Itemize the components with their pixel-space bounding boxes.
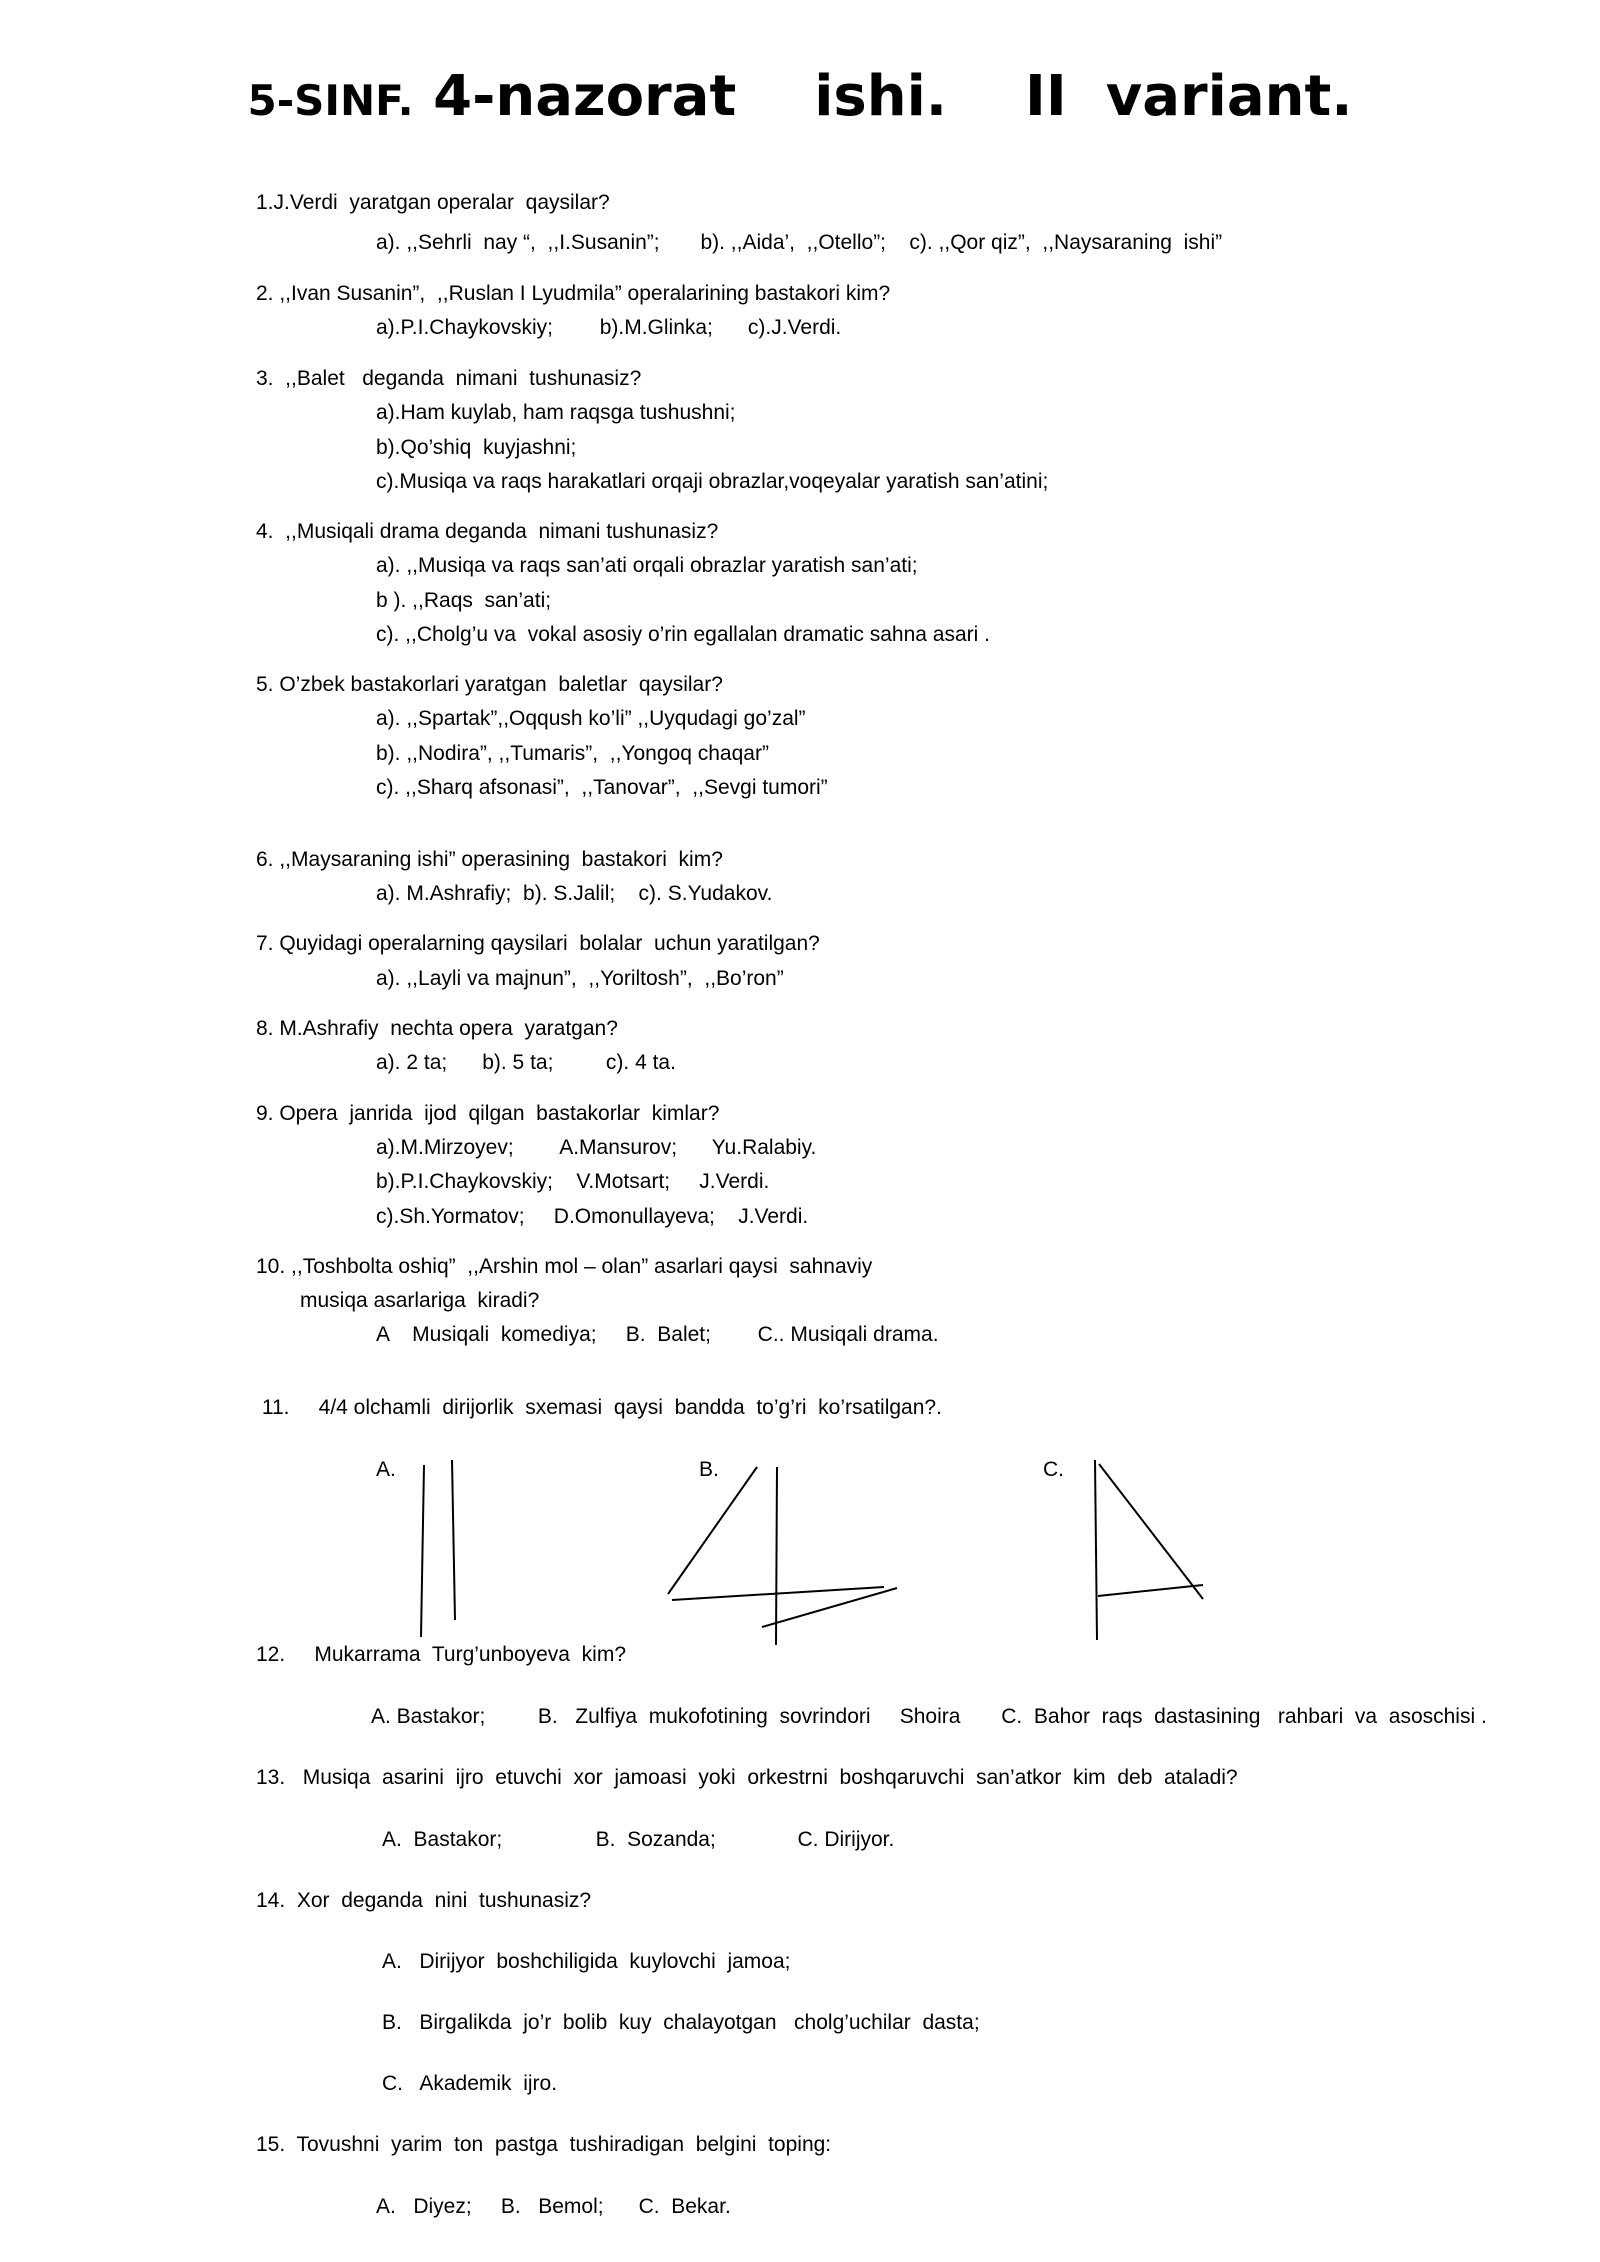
question-9-option-a: a).M.Mirzoyev; A.Mansurov; Yu.Ralabiy. [376, 1136, 817, 1159]
question-3-text: 3. ,,Balet deganda nimani tushunasiz? [256, 367, 642, 390]
question-10-option-line: A Musiqali komediya; B. Balet; C.. Musiqali drama. [376, 1323, 939, 1346]
conducting-scheme-a [421, 1460, 455, 1637]
question-8-option-line: a). 2 ta; b). 5 ta; c). 4 ta. [376, 1051, 676, 1074]
question-9-option-b: b).P.I.Chaykovskiy; V.Motsart; J.Verdi. [376, 1170, 770, 1193]
question-11-text: 11. 4/4 olchamli dirijorlik sxemasi qaysi bandda to’g’ri ko’rsatilgan?. [256, 1396, 942, 1419]
question-15-text: 15. Tovushni yarim ton pastga tushiradigan belgini toping: [256, 2133, 832, 2156]
question-4-text: 4. ,,Musiqali drama deganda nimani tushunasiz? [256, 520, 719, 543]
question-8-text: 8. M.Ashrafiy nechta opera yaratgan? [256, 1017, 618, 1040]
question-9-text: 9. Opera janrida ijod qilgan bastakorlar kimlar? [256, 1102, 720, 1125]
question-7-option-line: a). ,,Layli va majnun”, ,,Yoriltosh”, ,,Bo’ron” [376, 967, 784, 990]
question-6-option-line: a). M.Ashrafiy; b). S.Jalil; c). S.Yudakov. [376, 882, 773, 905]
question-4-option-c: c). ,,Cholg’u va vokal asosiy o’rin egallalan dramatic sahna asari . [376, 623, 990, 646]
question-4-option-a: a). ,,Musiqa va raqs san’ati orqali obrazlar yaratish san’ati; [376, 554, 918, 577]
question-9-option-c: c).Sh.Yormatov; D.Omonullayeva; J.Verdi. [376, 1205, 809, 1228]
question-5-option-c: c). ,,Sharq afsonasi”, ,,Tanovar”, ,,Sevgi tumori” [376, 776, 828, 799]
question-1-text: 1.J.Verdi yaratgan operalar qaysilar? [256, 191, 610, 214]
question-10-text-continued: musiqa asarlariga kiradi? [300, 1289, 540, 1312]
question-5-option-b: b). ,,Nodira”, ,,Tumaris”, ,,Yongoq chaqar” [376, 742, 769, 765]
conducting-scheme-c [1095, 1460, 1203, 1640]
conducting-scheme-b [668, 1467, 897, 1645]
question-2-text: 2. ,,Ivan Susanin”, ,,Ruslan I Lyudmila” operalarining bastakori kim? [256, 282, 891, 305]
question-1-option-line: a). ,,Sehrli nay “, ,,I.Susanin”; b). ,,Aida’, ,,Otello”; c). ,,Qor qiz”, ,,Naysaraning ishi” [376, 231, 1223, 254]
question-3-option-b: b).Qo’shiq kuyjashni; [376, 436, 577, 459]
question-3-option-c: c).Musiqa va raqs harakatlari orqaji obrazlar,voqeyalar yaratish san’atini; [376, 470, 1049, 493]
question-12-option-line: A. Bastakor; B. Zulfiya mukofotining sovrindori Shoira C. Bahor raqs dastasining rahbari va asoschisi . [371, 1705, 1487, 1728]
question-3-option-a: a).Ham kuylab, ham raqsga tushushni; [376, 401, 736, 424]
question-13-option-line: A. Bastakor; B. Sozanda; C. Dirijyor. [382, 1828, 895, 1851]
question-14-option-b: B. Birgalikda jo’r bolib kuy chalayotgan cholg’uchilar dasta; [382, 2011, 980, 2034]
question-14-option-a: A. Dirijyor boshchiligida kuylovchi jamoa; [382, 1950, 791, 1973]
question-11-option-a-label: A. [376, 1458, 396, 1481]
question-14-text: 14. Xor deganda nini tushunasiz? [256, 1889, 592, 1912]
question-13-text: 13. Musiqa asarini ijro etuvchi xor jamoasi yoki orkestrni boshqaruvchi san’atkor kim deb ataladi? [256, 1766, 1238, 1789]
question-11-option-c-label: C. [1043, 1458, 1064, 1481]
question-4-option-b: b ). ,,Raqs san’ati; [376, 589, 552, 612]
question-7-text: 7. Quyidagi operalarning qaysilari bolalar uchun yaratilgan? [256, 932, 820, 955]
question-11-option-b-label: B. [699, 1458, 719, 1481]
question-6-text: 6. ,,Maysaraning ishi” operasining bastakori kim? [256, 848, 723, 871]
question-2-option-line: a).P.I.Chaykovskiy; b).M.Glinka; c).J.Verdi. [376, 316, 842, 339]
question-15-option-line: A. Diyez; B. Bemol; C. Bekar. [376, 2195, 731, 2218]
question-5-option-a: a). ,,Spartak”,,Oqqush ko’li” ,,Uyqudagi go’zal” [376, 707, 806, 730]
page-title: 5-SINF. 4-nazorat ishi. II variant. [247, 64, 1353, 129]
question-5-text: 5. O’zbek bastakorlari yaratgan baletlar qaysilar? [256, 673, 723, 696]
question-12-text: 12. Mukarrama Turg’unboyeva kim? [256, 1643, 626, 1666]
question-10-text: 10. ,,Toshbolta oshiq” ,,Arshin mol – olan” asarlari qaysi sahnaviy [256, 1255, 873, 1278]
question-14-option-c: C. Akademik ijro. [382, 2072, 558, 2095]
